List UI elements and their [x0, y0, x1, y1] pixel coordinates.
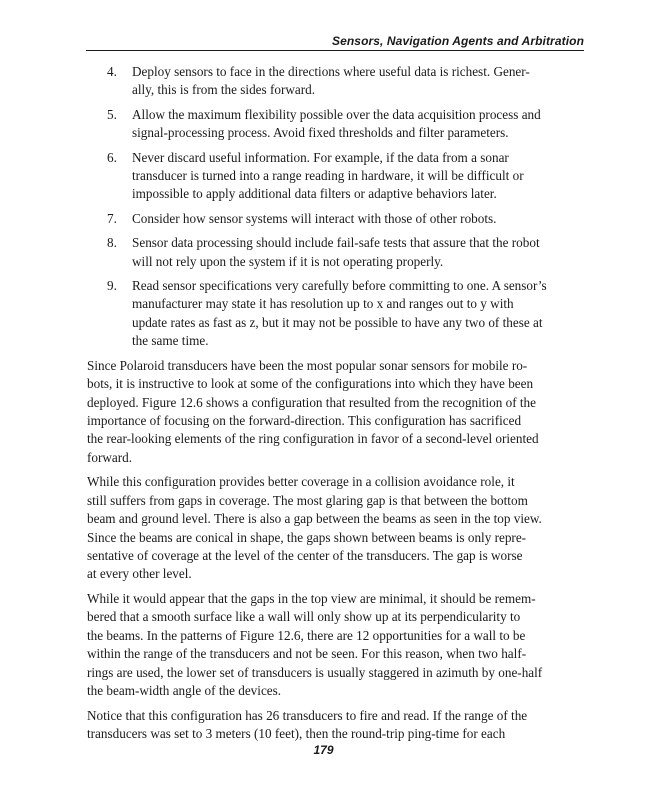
guidelines-list — [87, 63, 584, 351]
list-line: signal-processing process. Avoid fixed thresholds and filter parameters. — [132, 125, 509, 141]
para-line: transducers was set to 3 meters (10 feet), then the round-trip ping-time for each — [87, 725, 506, 741]
para-line: deployed. Figure 12.6 shows a configuration that resulted from the recognition of the — [87, 394, 536, 410]
page-body — [87, 63, 584, 750]
list-line: update rates as fast as z, but it may not be possible to have any two of these at — [132, 314, 543, 330]
para-line: beam and ground level. There is also a gap between the beams as seen in the top view. — [87, 511, 542, 527]
list-line: Read sensor specifications very carefully before committing to one. A sensor’s — [132, 278, 547, 294]
para-line: Notice that this configuration has 26 transducers to fire and read. If the range of the — [87, 707, 528, 723]
running-head: Sensors, Navigation Agents and Arbitration — [331, 34, 584, 48]
list-number: 5. — [107, 106, 117, 122]
paragraph-coverage-gaps — [87, 473, 584, 583]
list-line: Consider how sensor systems will interact with those of other robots. — [132, 210, 497, 226]
list-line: Sensor data processing should include fail-safe tests that assure that the robot — [132, 235, 540, 251]
list-line: transducer is turned into a range reading in hardware, it will be difficult or — [132, 168, 524, 184]
paragraph-top-view-gaps — [87, 590, 584, 700]
para-line: Since the beams are conical in shape, the gaps shown between beams is only repre- — [87, 529, 527, 545]
page-number: 179 — [313, 743, 334, 757]
list-line: ally, this is from the sides forward. — [132, 82, 316, 98]
list-item-5 — [87, 106, 584, 143]
list-item-8 — [87, 234, 584, 271]
para-line: forward. — [87, 449, 133, 465]
para-line: Since Polaroid transducers have been the most popular sonar sensors for mobile ro- — [87, 357, 528, 373]
paragraph-polaroid-transducers — [87, 357, 584, 467]
list-number: 7. — [107, 210, 117, 226]
para-line: the beams. In the patterns of Figure 12.6, there are 12 opportunities for a wall to be — [87, 627, 526, 643]
list-item-4 — [87, 63, 584, 100]
para-line: While it would appear that the gaps in the top view are minimal, it should be remem- — [87, 590, 536, 606]
para-line: the rear-looking elements of the ring configuration in favor of a second-level oriented — [87, 431, 539, 447]
list-number: 8. — [107, 235, 117, 251]
list-number: 9. — [107, 278, 117, 294]
list-line: will not rely upon the system if it is not operating properly. — [132, 253, 444, 269]
para-line: importance of focusing on the forward-direction. This configuration has sacrificed — [87, 412, 522, 428]
list-number: 4. — [107, 64, 117, 79]
list-line: manufacturer may state it has resolution up to x and ranges out to y with — [132, 296, 514, 312]
list-line: the same time. — [132, 333, 209, 349]
list-item-7 — [87, 210, 584, 228]
para-line: While this configuration provides better coverage in a collision avoidance role, it — [87, 474, 515, 490]
list-item-6 — [87, 149, 584, 204]
header-rule — [86, 50, 584, 51]
para-line: the beam-width angle of the devices. — [87, 682, 282, 698]
list-line: Deploy sensors to face in the directions where useful data is richest. Gener- — [132, 64, 530, 79]
list-number: 6. — [107, 149, 117, 165]
para-line: bots, it is instructive to look at some of the configurations into which they have been — [87, 376, 534, 392]
list-item-9 — [87, 277, 584, 351]
list-line: Allow the maximum flexibility possible over the data acquisition process and — [132, 106, 541, 122]
para-line: still suffers from gaps in coverage. The most glaring gap is that between the bottom — [87, 492, 528, 508]
para-line: bered that a smooth surface like a wall will only show up at its perpendicularity to — [87, 609, 521, 625]
para-line: at every other level. — [87, 566, 192, 582]
list-line: Never discard useful information. For example, if the data from a sonar — [132, 149, 509, 165]
para-line: rings are used, the lower set of transducers is usually staggered in azimuth by one-half — [87, 664, 543, 680]
para-line: within the range of the transducers and not be seen. For this reason, when two half- — [87, 646, 527, 662]
paragraph-ping-time — [87, 707, 584, 744]
list-line: impossible to apply additional data filters or adaptive behaviors later. — [132, 186, 497, 202]
para-line: sentative of coverage at the level of the center of the transducers. The gap is worse — [87, 547, 523, 563]
